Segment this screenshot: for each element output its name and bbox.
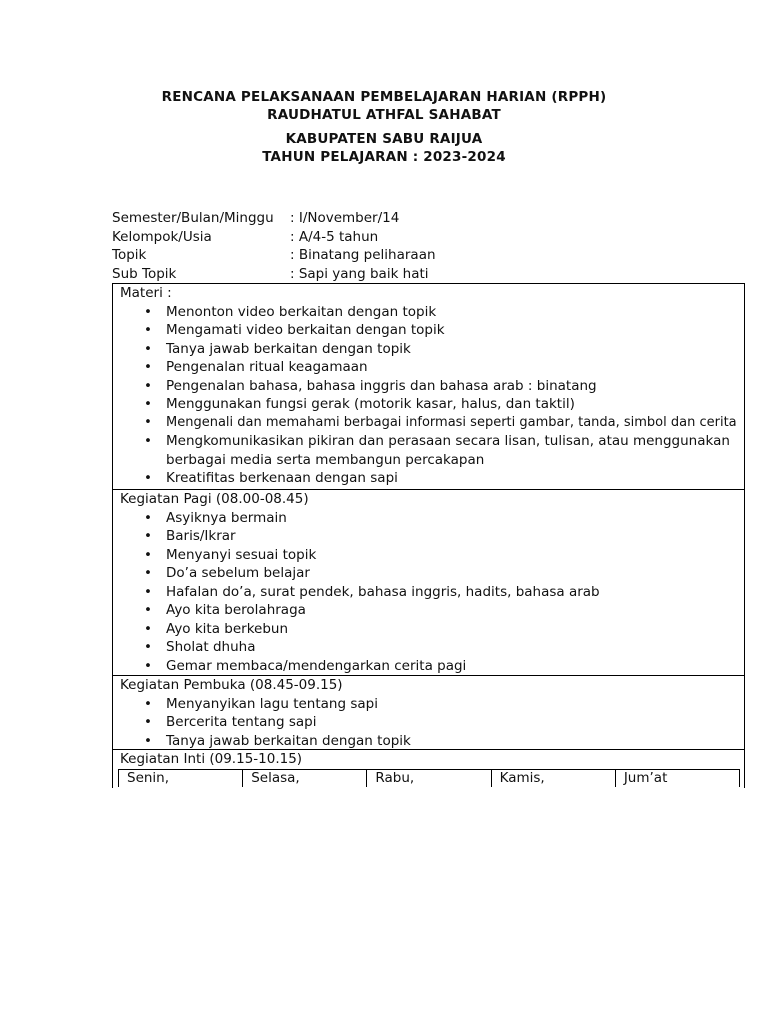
kegiatan-pagi-heading: Kegiatan Pagi (08.00-08.45)	[120, 491, 309, 507]
day-header-senin: Senin,	[119, 770, 243, 787]
kegiatan-pembuka-heading: Kegiatan Pembuka (08.45-09.15)	[120, 677, 343, 693]
list-item: • Sholat dhuha	[144, 639, 256, 655]
info-label: Semester/Bulan/Minggu	[112, 210, 274, 226]
bullet-icon: •	[144, 620, 152, 637]
doc-title-line-2: RAUDHATUL ATHFAL SAHABAT	[267, 107, 501, 123]
bullet-icon: •	[144, 528, 152, 544]
bullet-icon: •	[144, 695, 152, 712]
list-item: • Bercerita tentang sapi	[144, 714, 317, 730]
bullet-icon: •	[144, 470, 152, 486]
bullet-icon: •	[144, 377, 152, 394]
list-item: • Gemar membaca/mendengarkan cerita pagi	[144, 657, 467, 674]
list-item: • Menyanyi sesuai topik	[144, 546, 317, 563]
bullet-icon: •	[144, 714, 152, 730]
bullet-icon: •	[144, 639, 152, 655]
bullet-icon: •	[144, 509, 152, 526]
bullet-icon: •	[144, 414, 152, 430]
bullet-icon: •	[144, 322, 152, 338]
bullet-icon: •	[144, 359, 152, 375]
kegiatan-inti-heading: Kegiatan Inti (09.15-10.15)	[120, 751, 303, 767]
list-item: • Tanya jawab berkaitan dengan topik	[144, 340, 411, 357]
list-item: • Ayo kita berolahraga	[144, 602, 306, 618]
bullet-icon: •	[144, 433, 152, 449]
info-label: Topik	[112, 247, 147, 263]
materi-heading: Materi :	[120, 285, 172, 301]
bullet-icon: •	[144, 565, 152, 581]
info-row-topik	[112, 246, 436, 265]
day-header-jumat: Jum’at	[623, 770, 668, 786]
bullet-icon: •	[144, 732, 152, 749]
day-header-kamis: Kamis,	[492, 770, 616, 787]
list-item: • Menyanyikan lagu tentang sapi	[144, 695, 378, 712]
doc-title-line-4: TAHUN PELAJARAN : 2023-2024	[262, 149, 506, 165]
info-row-kelompok	[112, 228, 436, 247]
bullet-icon: •	[144, 396, 152, 412]
info-block	[112, 209, 436, 283]
info-value: : I/November/14	[290, 210, 400, 226]
list-item: • Do’a sebelum belajar	[144, 565, 310, 581]
info-row-semester	[112, 209, 436, 228]
list-item: • Pengenalan bahasa, bahasa inggris dan bahasa arab : binatang	[144, 377, 597, 394]
info-value: : A/4-5 tahun	[290, 228, 379, 245]
day-header-selasa: Selasa,	[243, 770, 367, 787]
info-row-subtopik	[112, 265, 436, 284]
doc-title-line-3: KABUPATEN SABU RAIJUA	[285, 131, 483, 147]
list-item: • Pengenalan ritual keagamaan	[144, 359, 368, 375]
kegiatan-pembuka-list	[113, 695, 744, 751]
kegiatan-inti-section	[112, 749, 745, 769]
bullet-icon: •	[144, 657, 152, 674]
list-item: • Mengamati video berkaitan dengan topik	[144, 322, 445, 338]
outer-right-border	[744, 769, 745, 788]
list-item: • Baris/Ikrar	[144, 528, 236, 544]
list-item: • Mengenali dan memahami berbagai informasi seperti gambar, tanda, simbol dan cerita	[113, 414, 744, 433]
list-item: • Ayo kita berkebun	[144, 620, 289, 637]
days-table-header	[118, 769, 740, 787]
bullet-icon: •	[144, 303, 152, 320]
info-value: : Sapi yang baik hati	[290, 265, 429, 282]
list-item: • Kreatifitas berkenaan dengan sapi	[144, 470, 398, 486]
kegiatan-pembuka-section	[112, 675, 745, 749]
list-item: • Tanya jawab berkaitan dengan topik	[144, 732, 411, 749]
bullet-icon: •	[144, 602, 152, 618]
day-header-rabu: Rabu,	[367, 770, 491, 787]
info-label: Kelompok/Usia	[112, 228, 212, 245]
list-item: • Menonton video berkaitan dengan topik	[144, 303, 437, 320]
list-item: • Menggunakan fungsi gerak (motorik kasar, halus, dan taktil)	[144, 396, 575, 412]
kegiatan-pagi-list	[113, 509, 744, 676]
outer-left-border	[112, 769, 113, 788]
info-label: Sub Topik	[112, 265, 177, 282]
list-item: • Hafalan do’a, surat pendek, bahasa inggris, hadits, bahasa arab	[144, 583, 600, 600]
info-value: : Binatang peliharaan	[290, 247, 436, 263]
list-item: • Asyiknya bermain	[144, 509, 287, 526]
doc-title-line-1: RENCANA PELAKSANAAN PEMBELAJARAN HARIAN (RPPH)	[161, 89, 607, 105]
bullet-icon: •	[144, 546, 152, 563]
list-item: • Mengkomunikasikan pikiran dan perasaan secara lisan, tulisan, atau menggunakan berbagai media serta membangun percakapan	[144, 433, 730, 468]
materi-list	[113, 303, 744, 488]
kegiatan-pagi-section	[112, 489, 745, 675]
materi-section	[112, 283, 745, 489]
bullet-icon: •	[144, 340, 152, 357]
bullet-icon: •	[144, 583, 152, 600]
